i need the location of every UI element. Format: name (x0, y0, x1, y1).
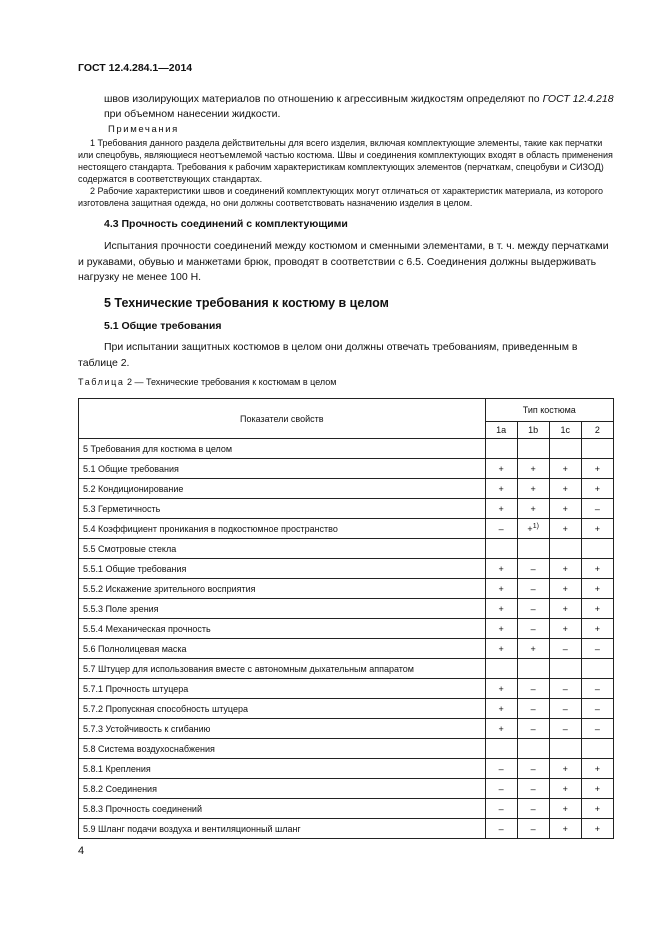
row-value-cell: – (517, 679, 549, 699)
row-value-cell: – (581, 639, 613, 659)
row-label: 5.1 Общие требования (79, 459, 486, 479)
row-label: 5.7 Штуцер для использования вместе с автономным дыхательным аппаратом (79, 659, 486, 679)
row-value-cell: – (517, 559, 549, 579)
row-value-cell: + (485, 459, 517, 479)
row-value-cell (581, 739, 613, 759)
row-value-cell (549, 659, 581, 679)
type-header-1c: 1c (549, 422, 581, 439)
row-value-cell: – (517, 719, 549, 739)
table-caption (78, 377, 336, 387)
page-number: 4 (78, 845, 85, 857)
row-value-cell (549, 739, 581, 759)
row-value-cell: + (549, 459, 581, 479)
intro-paragraph (104, 92, 616, 122)
row-value-cell (517, 439, 549, 459)
table-row (79, 539, 614, 559)
row-value-cell: – (485, 799, 517, 819)
row-label: 5.4 Коэффициент проникания в подкостюмное пространство (79, 519, 486, 539)
row-value-cell (485, 739, 517, 759)
row-value-cell: – (485, 519, 517, 539)
row-value-cell: – (581, 719, 613, 739)
footnote-marker: 1) (532, 523, 539, 530)
row-value-cell: – (549, 719, 581, 739)
section-5-1-text: При испытании защитных костюмов в целом они должны отвечать требованиям, приведенным в таблице 2. (78, 341, 578, 369)
row-value-cell: – (517, 699, 549, 719)
row-value-cell: + (517, 479, 549, 499)
row-value-cell: – (549, 679, 581, 699)
row-value-cell: + (581, 559, 613, 579)
table-row (79, 459, 614, 479)
row-value-cell: + (581, 779, 613, 799)
row-label: 5.8.3 Прочность соединений (79, 799, 486, 819)
row-value-cell: + (581, 599, 613, 619)
row-value-cell (517, 539, 549, 559)
table-row (79, 819, 614, 839)
section-5-1-heading: 5.1 Общие требования (104, 320, 222, 332)
row-value-cell: – (581, 499, 613, 519)
row-label: 5.8.2 Соединения (79, 779, 486, 799)
row-value-cell: + (485, 499, 517, 519)
row-label: 5.7.2 Пропускная способность штуцера (79, 699, 486, 719)
row-value-cell: + (485, 679, 517, 699)
row-value-cell (517, 739, 549, 759)
row-value-cell: + (517, 499, 549, 519)
table-row (79, 799, 614, 819)
document-header: ГОСТ 12.4.284.1—2014 (78, 62, 193, 74)
row-label: 5.7.3 Устойчивость к сгибанию (79, 719, 486, 739)
row-label: 5.5 Смотровые стекла (79, 539, 486, 559)
intro-text: швов изолирующих материалов по отношению к агрессивным жидкостям определяют по (104, 93, 543, 105)
row-value-cell: + (549, 559, 581, 579)
requirements-table (78, 398, 614, 839)
row-value-cell: – (517, 599, 549, 619)
row-label: 5.8 Система воздухоснабжения (79, 739, 486, 759)
row-value-cell: – (485, 779, 517, 799)
table-row (79, 579, 614, 599)
row-value-cell: + (485, 619, 517, 639)
table-row (79, 439, 614, 459)
row-value-cell: + (549, 479, 581, 499)
row-value-cell: – (517, 619, 549, 639)
table-row (79, 559, 614, 579)
row-value-cell: + (549, 819, 581, 839)
row-value-cell (581, 539, 613, 559)
row-value-cell: – (485, 819, 517, 839)
row-label: 5 Требования для костюма в целом (79, 439, 486, 459)
table-caption-label: Таблица (78, 377, 125, 387)
row-value-cell: – (549, 699, 581, 719)
row-value-cell (549, 439, 581, 459)
row-value-cell: + (485, 579, 517, 599)
row-value-cell: – (549, 639, 581, 659)
row-value-cell: + (581, 819, 613, 839)
table-row (79, 599, 614, 619)
row-value-cell: – (517, 759, 549, 779)
column-group-header-type: Тип костюма (485, 399, 613, 422)
row-value-cell: – (517, 799, 549, 819)
row-value-cell: + (581, 479, 613, 499)
row-value-cell: + (549, 519, 581, 539)
row-value-cell: + (549, 759, 581, 779)
table-caption-text: 2 — Технические требования к костюмам в целом (124, 377, 337, 387)
table-row (79, 719, 614, 739)
row-label: 5.8.1 Крепления (79, 759, 486, 779)
row-value-cell: + (485, 479, 517, 499)
row-value-cell: + (549, 599, 581, 619)
table-row (79, 779, 614, 799)
row-value-cell: + (581, 459, 613, 479)
row-value-cell (549, 539, 581, 559)
row-value-cell: + (485, 559, 517, 579)
section-4-3-text: Испытания прочности соединений между костюмом и сменными элементами, в т. ч. между перчатками и рукавами, обувью и манжетами брюк, проводят в соответствии с 6.5. Соединения должны выдерживать нагрузку не менее 100 Н. (78, 240, 609, 283)
row-value-cell: + (549, 619, 581, 639)
row-value-cell (517, 659, 549, 679)
type-header-1a: 1a (485, 422, 517, 439)
table-row (79, 759, 614, 779)
row-value-cell: – (517, 819, 549, 839)
table-row (79, 659, 614, 679)
standard-reference: ГОСТ 12.4.218 (542, 93, 614, 105)
row-value-cell: – (581, 699, 613, 719)
row-label: 5.3 Герметичность (79, 499, 486, 519)
table-row (79, 679, 614, 699)
type-header-1b: 1b (517, 422, 549, 439)
row-value-cell: + (485, 599, 517, 619)
row-label: 5.5.1 Общие требования (79, 559, 486, 579)
row-value-cell: + (517, 459, 549, 479)
row-value-cell: – (485, 759, 517, 779)
row-value-cell (485, 659, 517, 679)
note-1: 1 Требования данного раздела действительны для всего изделия, включая комплектующие элементы, такие как перчатки или спецобувь, являющиеся неотъемлемой частью костюма. Швы и соединения комплектующих входят в область применения нестоящего стандарта. Требования к рабочим характеристикам комплектующих элементов (перчаткам, спецобуви и СИЗОД) содержатся в соответствующих стандартах. (78, 138, 613, 184)
row-value-cell: + (485, 699, 517, 719)
row-label: 5.2 Кондиционирование (79, 479, 486, 499)
notes-title: Примечания (108, 124, 179, 135)
row-value-cell: + (581, 759, 613, 779)
row-value-cell (485, 539, 517, 559)
row-value-cell: +$^{1)}$ (517, 519, 549, 539)
row-value-cell: – (517, 779, 549, 799)
row-value-cell: + (581, 619, 613, 639)
row-value-cell: + (581, 579, 613, 599)
row-label: 5.5.2 Искажение зрительного восприятия (79, 579, 486, 599)
section-4-3-heading: 4.3 Прочность соединений с комплектующими (104, 218, 348, 230)
row-value-cell: + (549, 499, 581, 519)
table-row (79, 479, 614, 499)
row-value-cell (581, 439, 613, 459)
row-label: 5.7.1 Прочность штуцера (79, 679, 486, 699)
table-row (79, 519, 614, 539)
row-label: 5.5.4 Механическая прочность (79, 619, 486, 639)
row-value-cell: + (581, 519, 613, 539)
row-value-cell (485, 439, 517, 459)
row-value-cell: + (517, 639, 549, 659)
row-label: 5.5.3 Поле зрения (79, 599, 486, 619)
row-label: 5.6 Полнолицевая маска (79, 639, 486, 659)
row-value-cell: + (581, 799, 613, 819)
row-value-cell (581, 659, 613, 679)
row-value-cell: + (549, 779, 581, 799)
table-row (79, 699, 614, 719)
row-value-cell: + (549, 799, 581, 819)
column-header-properties: Показатели свойств (79, 399, 486, 439)
row-value-cell: – (517, 579, 549, 599)
table-row (79, 499, 614, 519)
row-value-cell: + (485, 719, 517, 739)
intro-text-end: при объемном нанесении жидкости. (104, 108, 281, 120)
section-5-heading: 5 Технические требования к костюму в целом (104, 296, 389, 310)
row-value-cell: + (485, 639, 517, 659)
row-label: 5.9 Шланг подачи воздуха и вентиляционный шланг (79, 819, 486, 839)
note-2: 2 Рабочие характеристики швов и соединений комплектующих могут отличаться от характеристик материала, из которого изготовлена защитная одежда, но они должны соответствовать назначению изделия в целом. (78, 186, 604, 208)
row-value-cell: – (581, 679, 613, 699)
type-header-2: 2 (581, 422, 613, 439)
row-value-cell: + (549, 579, 581, 599)
table-row (79, 739, 614, 759)
table-row (79, 619, 614, 639)
table-row (79, 639, 614, 659)
